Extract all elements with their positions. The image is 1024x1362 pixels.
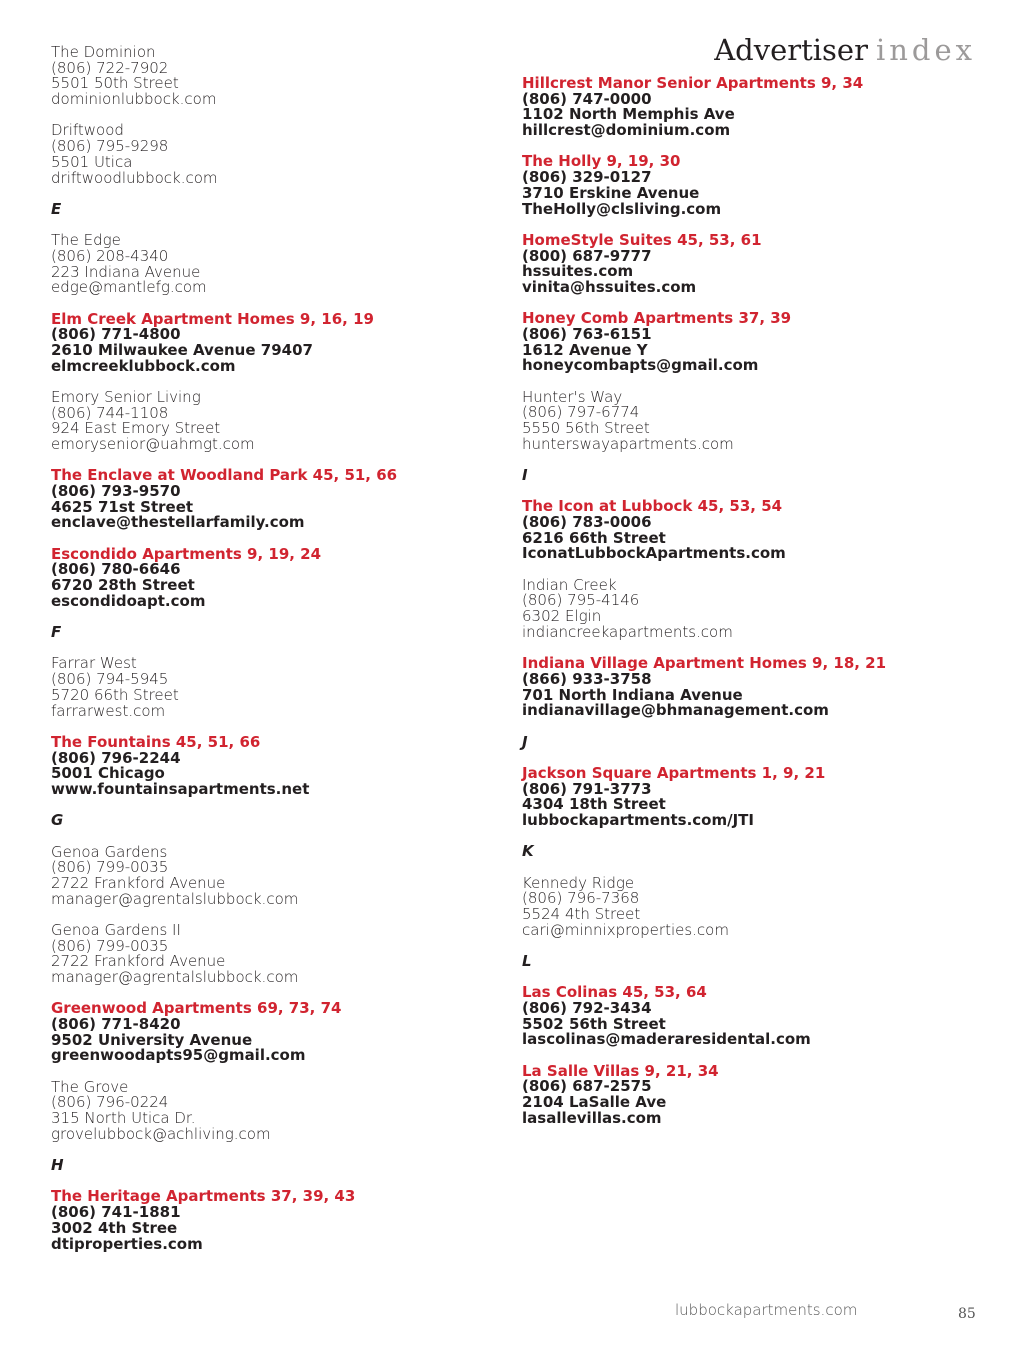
listing-phone: (800) 687-9777 [522, 246, 652, 265]
listing [51, 387, 511, 454]
listing-phone: (806) 795-9298 [51, 137, 169, 156]
listing-name: Jackson Square Apartments 1, 9, 21 [522, 763, 826, 782]
featured-listing [51, 732, 511, 798]
listing-phone: (806) 329-0127 [522, 168, 652, 187]
featured-listing [522, 1061, 982, 1127]
listing-name: Driftwood [51, 121, 124, 140]
listing-address: 6302 Elgin [522, 607, 602, 626]
listing-web[interactable]: honeycombapts@gmail.com [522, 356, 759, 375]
featured-listing [51, 309, 511, 375]
featured-listing [522, 76, 982, 139]
featured-listing [522, 656, 982, 719]
listing-phone: (806) 687-2575 [522, 1077, 652, 1096]
listing-name: The Dominion [51, 43, 156, 61]
listing-phone: (806) 794-5945 [51, 670, 169, 689]
section-letter: J [522, 732, 528, 751]
listing-name: The Fountains 45, 51, 66 [51, 732, 261, 751]
listing-web[interactable]: escondidoapt.com [51, 591, 206, 610]
listing-web[interactable]: indianavillage@bhmanagement.com [522, 701, 829, 720]
listing-web[interactable]: hillcrest@dominium.com [522, 121, 731, 140]
listing-name: The Grove [51, 1077, 129, 1096]
listing-name: The Icon at Lubbock 45, 53, 54 [522, 497, 783, 516]
featured-listing [51, 1001, 511, 1064]
listing [51, 1077, 511, 1143]
listing-web[interactable]: lubbockapartments.com/JTI [522, 810, 754, 829]
listing-name: Elm Creek Apartment Homes 9, 16, 19 [51, 309, 374, 328]
listing-address: hssuites.com [522, 262, 634, 281]
listing-web[interactable]: indiancreekapartments.com [522, 622, 733, 641]
listing [51, 45, 511, 108]
listing-address: 701 North Indiana Avenue [522, 685, 743, 704]
header-title: Advertiser [714, 33, 868, 67]
listing-address: 6216 66th Street [522, 528, 666, 547]
featured-listing [522, 499, 982, 562]
listing-phone: (806) 783-0006 [522, 513, 652, 532]
section-letter: E [51, 199, 62, 218]
listing-phone: (806) 796-2244 [51, 748, 181, 767]
listing-phone: (806) 797-6774 [522, 403, 640, 422]
listing-phone: (806) 792-3434 [522, 998, 652, 1017]
page-header [714, 30, 976, 70]
listing-web[interactable]: dominionlubbock.com [51, 90, 217, 109]
listing-name: Hunter's Way [522, 387, 623, 406]
featured-listing [51, 1189, 511, 1252]
listing-web[interactable]: emorysenior@uahmgt.com [51, 435, 255, 454]
listing-address: 1102 North Memphis Ave [522, 105, 735, 124]
listing [522, 575, 982, 641]
listing [51, 656, 511, 719]
listing-web[interactable]: grovelubbock@achliving.com [51, 1124, 271, 1143]
section-letter: F [51, 623, 62, 642]
listing-web[interactable]: vinita@hssuites.com [522, 277, 697, 296]
listing-phone: (806) 763-6151 [522, 324, 652, 343]
listing-web[interactable]: greenwoodapts95@gmail.com [51, 1046, 306, 1065]
listing-phone: (866) 933-3758 [522, 669, 652, 688]
listing-web[interactable]: enclave@thestellarfamily.com [51, 513, 305, 532]
listing-name: Indiana Village Apartment Homes 9, 18, 21 [522, 654, 887, 673]
listing-name: Genoa Gardens [51, 842, 168, 861]
listing-name: The Enclave at Woodland Park 45, 51, 66 [51, 466, 398, 485]
header-subtitle: index [875, 33, 976, 67]
listing-name: Escondido Apartments 9, 19, 24 [51, 544, 322, 563]
listing-phone: (806) 799-0035 [51, 936, 169, 955]
listing-address: 223 Indiana Avenue [51, 262, 201, 281]
listing-phone: (806) 771-4800 [51, 325, 181, 344]
listing-phone: (806) 793-9570 [51, 482, 181, 501]
listing-name: Emory Senior Living [51, 387, 201, 406]
listing-web[interactable]: IconatLubbockApartments.com [522, 544, 786, 563]
listing-name: Honey Comb Apartments 37, 39 [522, 309, 792, 328]
listing-address: 9502 University Avenue [51, 1030, 253, 1049]
featured-listing [522, 763, 982, 829]
listing-address: 5501 50th Street [51, 74, 179, 93]
listing-address: 5524 4th Street [522, 904, 641, 923]
listing-phone: (806) 747-0000 [522, 89, 652, 108]
listing-address: 3002 4th Stree [51, 1218, 178, 1237]
featured-listing [522, 230, 982, 296]
featured-listing [51, 544, 511, 610]
featured-listing [522, 154, 982, 217]
listing-phone: (806) 799-0035 [51, 858, 169, 877]
listing-name: La Salle Villas 9, 21, 34 [522, 1061, 719, 1080]
listing-name: The Holly 9, 19, 30 [522, 152, 681, 171]
listing-address: 5001 Chicago [51, 764, 165, 783]
listing-web[interactable]: dtiproperties.com [51, 1234, 203, 1253]
right-column [522, 76, 982, 1142]
listing-phone: (806) 796-7368 [522, 889, 640, 908]
listing-web[interactable]: TheHolly@clsliving.com [522, 199, 722, 218]
listing-web[interactable]: edge@mantlefg.com [51, 278, 207, 297]
page-number: 85 [958, 1306, 976, 1322]
listing-web[interactable]: farrarwest.com [51, 701, 166, 720]
listing-phone: (806) 208-4340 [51, 246, 169, 265]
listing-address: 4304 18th Street [522, 795, 666, 814]
section-letter: I [522, 466, 528, 485]
listing-address: 924 East Emory Street [51, 419, 221, 438]
listing [522, 387, 982, 453]
listing-name: Greenwood Apartments 69, 73, 74 [51, 999, 342, 1018]
listing-name: Las Colinas 45, 53, 64 [522, 983, 707, 1002]
listing-name: Farrar West [51, 654, 137, 673]
listing-web[interactable]: lasallevillas.com [522, 1108, 662, 1127]
featured-listing [522, 985, 982, 1048]
left-column [51, 45, 511, 1268]
listing-address: 5720 66th Street [51, 685, 179, 704]
listing-phone: (806) 796-0224 [51, 1093, 169, 1112]
listing-web[interactable]: cari@minnixproperties.com [522, 920, 729, 939]
listing-web[interactable]: manager@agrentalslubbock.com [51, 889, 299, 908]
listing-address: 1612 Avenue Y [522, 340, 648, 359]
listing-web[interactable]: driftwoodlubbock.com [51, 168, 218, 187]
listing-phone: (806) 795-4146 [522, 591, 640, 610]
listing-web[interactable]: www.fountainsapartments.net [51, 779, 310, 798]
listing-address: 2722 Frankford Avenue [51, 952, 226, 971]
listing-name: Hillcrest Manor Senior Apartments 9, 34 [522, 74, 864, 92]
featured-listing [51, 468, 511, 531]
listing-web[interactable]: manager@agrentalslubbock.com [51, 968, 299, 987]
listing-name: HomeStyle Suites 45, 53, 61 [522, 230, 762, 249]
listing-address: 5501 Utica [51, 152, 133, 171]
listing-phone: (806) 741-1881 [51, 1203, 181, 1222]
listing-web[interactable]: lascolinas@maderaresidental.com [522, 1030, 811, 1049]
listing-address: 6720 28th Street [51, 576, 195, 595]
listing-name: Kennedy Ridge [522, 873, 635, 892]
listing [522, 873, 982, 939]
listing-address: 3710 Erskine Avenue [522, 183, 700, 202]
listing-phone: (806) 791-3773 [522, 779, 652, 798]
listing-phone: (806) 744-1108 [51, 403, 169, 422]
listing-phone: (806) 722-7902 [51, 58, 169, 77]
listing-web[interactable]: elmcreeklubbock.com [51, 356, 236, 375]
listing-address: 315 North Utica Dr. [51, 1109, 196, 1128]
section-letter: G [51, 811, 64, 830]
listing [51, 920, 511, 987]
listing [51, 842, 511, 908]
section-letter: H [51, 1156, 64, 1175]
listing [51, 233, 511, 296]
listing-name: The Edge [51, 231, 121, 250]
listing-name: The Heritage Apartments 37, 39, 43 [51, 1187, 356, 1206]
listing [51, 123, 511, 186]
listing-name: Indian Creek [522, 575, 617, 594]
section-letter: K [522, 842, 534, 861]
listing-address: 2104 LaSalle Ave [522, 1093, 667, 1112]
listing-address: 5502 56th Street [522, 1014, 666, 1033]
listing-address: 5550 56th Street [522, 419, 650, 438]
listing-address: 4625 71st Street [51, 497, 194, 516]
listing-phone: (806) 780-6646 [51, 560, 181, 579]
featured-listing [522, 311, 982, 374]
listing-address: 2610 Milwaukee Avenue 79407 [51, 340, 313, 359]
listing-phone: (806) 771-8420 [51, 1015, 181, 1034]
listing-address: 2722 Frankford Avenue [51, 873, 226, 892]
listing-web[interactable]: hunterswayapartments.com [522, 434, 734, 453]
footer-url[interactable]: lubbockapartments.com [675, 1301, 858, 1319]
listing-name: Genoa Gardens II [51, 920, 181, 939]
section-letter: L [522, 951, 532, 970]
